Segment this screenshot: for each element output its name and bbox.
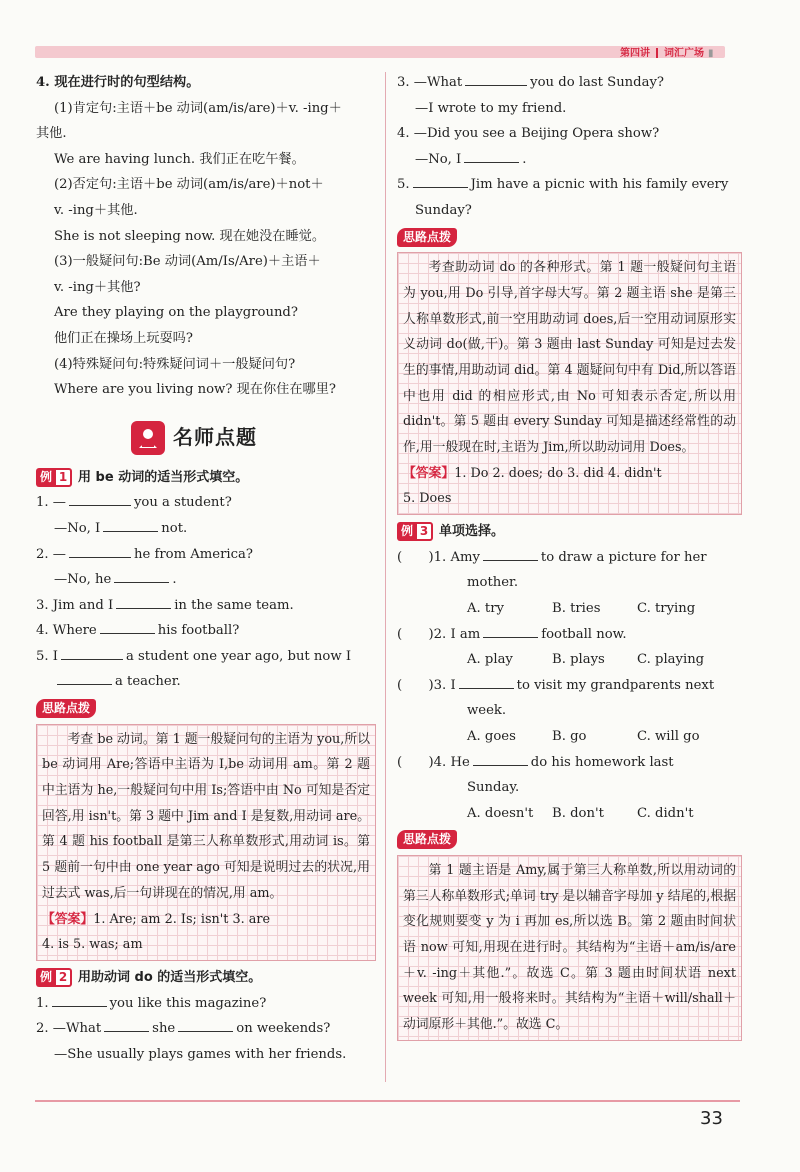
example-line: 他们正在操场上玩耍吗? bbox=[54, 330, 193, 346]
question-line: 5. I a student one year ago, but now I bbox=[36, 644, 376, 670]
example-tag: 例 bbox=[36, 968, 54, 987]
hint-text: 考查 be 动词。第 1 题一般疑问句的主语为 you,所以 be 动词用 Are;答语中主语为 I,be 动词用 am。第 2 题中主语为 he,一般疑问句中用 Is;答语中由 No 可知是否定回答,用 isn't。第 3 题中 Jim and I 是复数,用动词 are。第 4 题 his football 是第三人称单数形式,用动词 is。第 5 题前一句中由 one year ago 可知是说明过去的状况,用过去式 was,后一句讲现在的情况,用 am。 bbox=[42, 731, 370, 901]
example-title: 用助动词 do 的适当形式填空。 bbox=[78, 969, 262, 985]
question-line: —No, I . bbox=[397, 147, 742, 173]
answer-blank[interactable] bbox=[116, 594, 171, 609]
left-column bbox=[36, 70, 376, 1067]
example-title: 用 be 动词的适当形式填空。 bbox=[78, 469, 249, 485]
example-tag: 例 bbox=[36, 468, 54, 487]
choice-question: ( )4. He do his homework last bbox=[397, 750, 742, 776]
choice-question: mother. bbox=[467, 575, 519, 591]
answer-blank[interactable] bbox=[413, 173, 468, 188]
option[interactable]: B. tries bbox=[552, 600, 601, 616]
choice-options bbox=[397, 801, 742, 827]
rule-line: 其他. bbox=[36, 126, 67, 142]
page-number: 33 bbox=[700, 1108, 723, 1129]
option[interactable]: C. will go bbox=[637, 728, 700, 744]
option[interactable]: A. goes bbox=[467, 728, 516, 744]
example-line: Where are you living now? 现在你住在哪里? bbox=[54, 382, 336, 398]
answer-line: 【答案】1. Do 2. does; do 3. did 4. didn't bbox=[403, 465, 662, 481]
choice-question: Sunday. bbox=[467, 780, 520, 796]
rule-line: (4)特殊疑问句:特殊疑问词＋一般疑问句? bbox=[54, 356, 296, 372]
hint-text: 考查助动词 do 的各种形式。第 1 题一般疑问句主语为 you,用 Do 引导,首字母大写。第 2 题主语 she 是第三人称单数形式,前一空用助动词 does,后一空用动词原形实义动词 do(做,干)。第 3 题由 last Sunday 可知是过去发生的事情,用助动词 did。第 4 题疑问句中有 Did,所以答语中也用 did 的相应形式,由 No 可知表示否定,所以用 didn't。第 5 题由 every Sunday 可知是描述经常性的动作,用一般现在时,主语为 Jim,所以助动词用 Does。 bbox=[403, 260, 736, 456]
header-dot: ▮ bbox=[708, 48, 714, 59]
question-line: 4. Where his football? bbox=[36, 618, 376, 644]
rule-line: (3)一般疑问句:Be 动词(Am/Is/Are)＋主语＋ bbox=[54, 254, 321, 270]
answer-blank[interactable] bbox=[178, 1017, 233, 1032]
example-title: 单项选择。 bbox=[439, 524, 505, 540]
hint-label: 思路点拨 bbox=[397, 228, 457, 247]
hint-box bbox=[397, 252, 742, 515]
answer-blank[interactable] bbox=[69, 543, 131, 558]
masters-heading bbox=[131, 421, 376, 455]
choice-question: week. bbox=[467, 703, 507, 719]
answer-blank[interactable] bbox=[464, 148, 519, 163]
hint-label: 思路点拨 bbox=[397, 830, 457, 849]
option[interactable]: C. didn't bbox=[637, 805, 694, 821]
rule-line: (1)肯定句:主语＋be 动词(am/is/are)＋v. -ing＋ bbox=[54, 100, 342, 116]
column-divider bbox=[385, 72, 386, 1082]
example-line: Are they playing on the playground? bbox=[54, 305, 298, 321]
question-line: 2. — he from America? bbox=[36, 542, 376, 568]
question-line: 1. you like this magazine? bbox=[36, 991, 376, 1017]
hint-label: 思路点拨 bbox=[36, 699, 96, 718]
answer-blank[interactable] bbox=[103, 517, 158, 532]
hint-text: 第 1 题主语是 Amy,属于第三人称单数,所以用动词的第三人称单数形式;单词 try 是以辅音字母加 y 结尾的,根据变化规则要变 y 为 i 再加 es,所以选 B。第 2 题由时间状语 now 可知,用现在进行时。其结构为“主语＋am/is/are＋v. -ing＋其他.”。故选 C。第 3 题由时间状语 next week 可知,用一般将来时。其结构为“主语＋will/shall＋动词原形＋其他.”。故选 C。 bbox=[403, 862, 736, 1033]
option[interactable]: B. plays bbox=[552, 652, 605, 668]
choice-question: ( )2. I am football now. bbox=[397, 622, 742, 648]
choice-question: ( )3. I to visit my grandparents next bbox=[397, 673, 742, 699]
example-1-heading bbox=[36, 465, 376, 491]
answer-blank[interactable] bbox=[57, 670, 112, 685]
lecture-label: 第四讲 bbox=[620, 48, 650, 59]
example-number: 1 bbox=[54, 468, 72, 487]
question-line: —No, I not. bbox=[36, 516, 376, 542]
question-line: 4. —Did you see a Beijing Opera show? bbox=[397, 126, 660, 142]
page-header bbox=[620, 44, 714, 59]
question-line: 5. Jim have a picnic with his family every bbox=[397, 172, 742, 198]
option[interactable]: C. trying bbox=[637, 600, 696, 616]
hint-box bbox=[36, 724, 376, 961]
choice-options bbox=[397, 724, 742, 750]
answer-blank[interactable] bbox=[61, 645, 123, 660]
option[interactable]: A. play bbox=[467, 652, 513, 668]
choice-options bbox=[397, 647, 742, 673]
example-line: She is not sleeping now. 现在她没在睡觉。 bbox=[54, 228, 326, 244]
masters-title: 名师点题 bbox=[173, 424, 257, 449]
option[interactable]: C. playing bbox=[637, 652, 705, 668]
question-line: a teacher. bbox=[36, 669, 376, 695]
question-line: 1. — you a student? bbox=[36, 490, 376, 516]
option[interactable]: A. doesn't bbox=[467, 805, 534, 821]
example-number: 2 bbox=[54, 968, 72, 987]
question-line: —I wrote to my friend. bbox=[415, 100, 567, 116]
answer-blank[interactable] bbox=[483, 546, 538, 561]
answer-blank[interactable] bbox=[69, 491, 131, 506]
answer-blank[interactable] bbox=[459, 674, 514, 689]
question-line: —No, he . bbox=[36, 567, 376, 593]
answer-blank[interactable] bbox=[100, 619, 155, 634]
answer-line: 5. Does bbox=[403, 491, 452, 507]
example-number: 3 bbox=[415, 522, 433, 541]
question-line: —She usually plays games with her friends. bbox=[54, 1046, 347, 1062]
header-separator bbox=[656, 48, 658, 58]
right-column bbox=[397, 70, 742, 1041]
footer-line bbox=[35, 1100, 740, 1102]
option[interactable]: B. go bbox=[552, 728, 587, 744]
question-line: 3. Jim and I in the same team. bbox=[36, 593, 376, 619]
section-title: 4. 现在进行时的句型结构。 bbox=[36, 75, 200, 90]
choice-options bbox=[397, 596, 742, 622]
answer-line: 4. is 5. was; am bbox=[42, 937, 143, 953]
example-3-heading bbox=[397, 519, 742, 545]
example-2-heading bbox=[36, 965, 376, 991]
answer-line: 【答案】1. Are; am 2. Is; isn't 3. are bbox=[42, 911, 271, 927]
answer-blank[interactable] bbox=[473, 751, 528, 766]
rule-line: v. -ing＋其他? bbox=[54, 279, 141, 295]
rule-line: v. -ing＋其他. bbox=[54, 202, 138, 218]
question-line: 2. —What she on weekends? bbox=[36, 1016, 376, 1042]
option[interactable]: A. try bbox=[467, 600, 504, 616]
question-line: Sunday? bbox=[415, 202, 472, 218]
answer-blank[interactable] bbox=[483, 623, 538, 638]
hint-box bbox=[397, 855, 742, 1041]
answer-blank[interactable] bbox=[104, 1017, 149, 1032]
example-line: We are having lunch. 我们正在吃午餐。 bbox=[54, 151, 305, 167]
answer-blank[interactable] bbox=[465, 71, 527, 86]
rule-line: (2)否定句:主语＋be 动词(am/is/are)＋not＋ bbox=[54, 177, 324, 193]
choice-question: ( )1. Amy to draw a picture for her bbox=[397, 545, 742, 571]
example-tag: 例 bbox=[397, 522, 415, 541]
topic-label: 词汇广场 bbox=[664, 48, 704, 59]
question-line: 3. —What you do last Sunday? bbox=[397, 70, 742, 96]
answer-blank[interactable] bbox=[52, 992, 107, 1007]
option[interactable]: B. don't bbox=[552, 805, 604, 821]
teacher-icon bbox=[131, 421, 165, 455]
answer-blank[interactable] bbox=[114, 568, 169, 583]
